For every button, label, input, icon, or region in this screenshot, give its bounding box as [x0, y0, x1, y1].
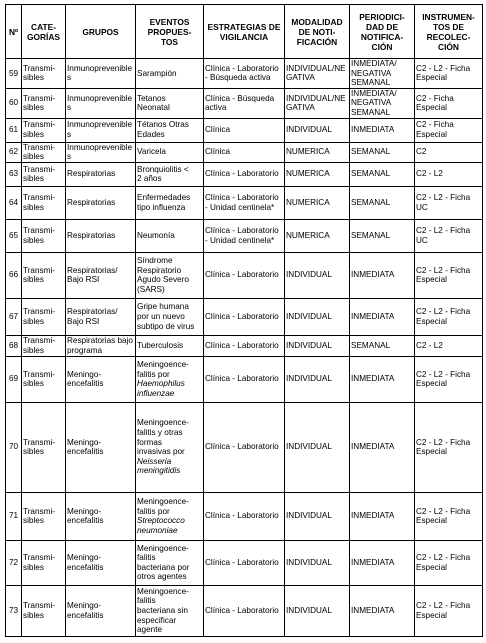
cell-modalidad: INDIVIDUAL	[285, 356, 350, 402]
cell-num: 73	[6, 585, 22, 636]
cell-modalidad: INDIVIDUAL	[285, 335, 350, 356]
cell-periodicidad: INMEDIATA	[350, 118, 415, 142]
cell-evento	[136, 298, 204, 335]
cell-estrategia: Clínica	[204, 142, 285, 162]
cell-periodicidad: SEMANAL	[350, 186, 415, 219]
header-instrumentos: INSTRUMEN- TOS DE RECOLEC- CIÓN	[415, 5, 483, 59]
evento-italic-text: Haemophilus influenzae	[137, 379, 185, 398]
cell-modalidad: INDIVIDUAL/NE GATIVA	[285, 59, 350, 89]
cell-modalidad: INDIVIDUAL/NE GATIVA	[285, 88, 350, 118]
cell-categoria: Transmi- sibles	[22, 162, 66, 186]
cell-instrumento: C2 - L2 - Ficha Especial	[415, 59, 483, 89]
cell-categoria: Transmi- sibles	[22, 142, 66, 162]
table-row	[6, 59, 483, 89]
table-row	[6, 298, 483, 335]
cell-grupo: Meningo- encefalitis	[66, 356, 136, 402]
table-row	[6, 219, 483, 252]
header-periodicidad: PERIODICI- DAD DE NOTIFICA- CIÓN	[350, 5, 415, 59]
table-row	[6, 142, 483, 162]
cell-periodicidad: INMEDIATA	[350, 356, 415, 402]
cell-estrategia: Clínica - Laboratorio	[204, 252, 285, 298]
cell-modalidad: NUMERICA	[285, 162, 350, 186]
cell-categoria: Transmi- sibles	[22, 118, 66, 142]
cell-evento	[136, 88, 204, 118]
header-row	[6, 5, 483, 59]
cell-evento	[136, 585, 204, 636]
cell-modalidad: NUMERICA	[285, 142, 350, 162]
evento-text: Meningoence- falitis bacteriana sin especificar agente	[137, 586, 189, 635]
cell-categoria: Transmi- sibles	[22, 356, 66, 402]
cell-evento	[136, 335, 204, 356]
cell-estrategia: Clínica - Laboratorio	[204, 335, 285, 356]
cell-modalidad: INDIVIDUAL	[285, 402, 350, 492]
header-eventos: EVENTOS PROPUES- TOS	[136, 5, 204, 59]
cell-evento	[136, 402, 204, 492]
cell-num: 65	[6, 219, 22, 252]
cell-estrategia: Clínica - Laboratorio	[204, 540, 285, 585]
cell-evento	[136, 356, 204, 402]
cell-num: 63	[6, 162, 22, 186]
cell-num: 66	[6, 252, 22, 298]
cell-estrategia: Clínica - Búsqueda activa	[204, 88, 285, 118]
cell-num: 72	[6, 540, 22, 585]
cell-modalidad: INDIVIDUAL	[285, 252, 350, 298]
cell-estrategia: Clínica - Laboratorio	[204, 162, 285, 186]
cell-grupo: Respiratorias bajo programa	[66, 335, 136, 356]
header-estrategias: ESTRATEGIAS DE VIGILANCIA	[204, 5, 285, 59]
cell-estrategia: Clínica - Laboratorio	[204, 585, 285, 636]
cell-instrumento: C2	[415, 142, 483, 162]
cell-instrumento: C2 - L2 - Ficha Especial	[415, 492, 483, 540]
cell-grupo: Respiratorias	[66, 162, 136, 186]
cell-modalidad: INDIVIDUAL	[285, 540, 350, 585]
cell-num: 62	[6, 142, 22, 162]
cell-evento	[136, 186, 204, 219]
cell-num: 69	[6, 356, 22, 402]
cell-categoria: Transmi- sibles	[22, 298, 66, 335]
header-grupos: GRUPOS	[66, 5, 136, 59]
cell-estrategia: Clínica - Laboratorio	[204, 298, 285, 335]
table-row	[6, 162, 483, 186]
evento-italic-text: Neisseria meningitidis	[137, 456, 181, 476]
cell-modalidad: NUMERICA	[285, 219, 350, 252]
cell-modalidad: INDIVIDUAL	[285, 118, 350, 142]
cell-grupo: Meningo- encefalitis	[66, 402, 136, 492]
evento-text: Meningoence- falitis por	[137, 360, 189, 379]
cell-categoria: Transmi- sibles	[22, 59, 66, 89]
cell-categoria: Transmi- sibles	[22, 219, 66, 252]
cell-grupo: Respiratorias/ Bajo RSI	[66, 252, 136, 298]
cell-instrumento: C2 - L2 - Ficha Especial	[415, 540, 483, 585]
cell-num: 61	[6, 118, 22, 142]
cell-num: 60	[6, 88, 22, 118]
table-body	[6, 59, 483, 637]
cell-grupo: Respiratorias	[66, 219, 136, 252]
cell-estrategia: Clínica - Laboratorio - Búsqueda activa	[204, 59, 285, 89]
cell-estrategia: Clínica - Laboratorio - Unidad centinela*	[204, 219, 285, 252]
cell-periodicidad: SEMANAL	[350, 335, 415, 356]
cell-periodicidad: SEMANAL	[350, 219, 415, 252]
cell-categoria: Transmi- sibles	[22, 492, 66, 540]
cell-modalidad: INDIVIDUAL	[285, 298, 350, 335]
cell-estrategia: Clínica - Laboratorio - Unidad centinela*	[204, 186, 285, 219]
cell-estrategia: Clínica - Laboratorio	[204, 402, 285, 492]
table-row	[6, 402, 483, 492]
table-row	[6, 585, 483, 636]
cell-instrumento: C2 - L2	[415, 335, 483, 356]
cell-categoria: Transmi- sibles	[22, 402, 66, 492]
evento-text: Meningoence- falitis bacteriana por otros agentes	[137, 543, 190, 582]
cell-instrumento: C2 - L2 - Ficha Especial	[415, 356, 483, 402]
evento-text: Sarampión	[137, 68, 177, 78]
cell-grupo: Respiratorias/ Bajo RSI	[66, 298, 136, 335]
table-row	[6, 335, 483, 356]
evento-text: Varicela	[137, 147, 166, 157]
cell-evento	[136, 118, 204, 142]
evento-text: Bronquiolitis < 2 años	[137, 164, 189, 184]
cell-categoria: Transmi- sibles	[22, 335, 66, 356]
cell-num: 59	[6, 59, 22, 89]
table-row	[6, 88, 483, 118]
table-row	[6, 252, 483, 298]
cell-categoria: Transmi- sibles	[22, 252, 66, 298]
table-row	[6, 540, 483, 585]
cell-categoria: Transmi- sibles	[22, 88, 66, 118]
evento-text: Tuberculosis	[137, 340, 184, 350]
cell-periodicidad: INMEDIATA/ NEGATIVA SEMANAL	[350, 59, 415, 89]
cell-estrategia: Clínica - Laboratorio	[204, 356, 285, 402]
cell-periodicidad: INMEDIATA	[350, 298, 415, 335]
cell-num: 71	[6, 492, 22, 540]
cell-categoria: Transmi- sibles	[22, 186, 66, 219]
cell-instrumento: C2 - L2 - Ficha UC	[415, 186, 483, 219]
cell-periodicidad: INMEDIATA	[350, 540, 415, 585]
evento-text: Meningoence- falitis y otras formas invasivas por	[137, 418, 189, 457]
cell-modalidad: INDIVIDUAL	[285, 492, 350, 540]
cell-grupo: Inmunoprevenible s	[66, 88, 136, 118]
cell-periodicidad: INMEDIATA	[350, 492, 415, 540]
cell-modalidad: INDIVIDUAL	[285, 585, 350, 636]
evento-text: Síndrome Respiratorio Agudo Severo (SARS)	[137, 256, 189, 294]
cell-estrategia: Clínica - Laboratorio	[204, 492, 285, 540]
cell-instrumento: C2 - L2 - Ficha Especial	[415, 252, 483, 298]
cell-categoria: Transmi- sibles	[22, 585, 66, 636]
cell-num: 70	[6, 402, 22, 492]
cell-num: 68	[6, 335, 22, 356]
cell-instrumento: C2 - L2 - Ficha UC	[415, 219, 483, 252]
cell-grupo: Meningo- encefalitis	[66, 540, 136, 585]
cell-instrumento: C2 - Ficha Especial	[415, 88, 483, 118]
cell-periodicidad: INMEDIATA	[350, 585, 415, 636]
cell-instrumento: C2 - Ficha Especial	[415, 118, 483, 142]
cell-evento	[136, 162, 204, 186]
table-row	[6, 186, 483, 219]
cell-grupo: Meningo- encefalitis	[66, 492, 136, 540]
cell-categoria: Transmi- sibles	[22, 540, 66, 585]
evento-text: Neumonía	[137, 230, 175, 240]
cell-instrumento: C2 - L2 - Ficha Especial	[415, 298, 483, 335]
cell-evento	[136, 252, 204, 298]
header-categorias: CATE- GORÍAS	[22, 5, 66, 59]
header-modalidad: MODALIDAD DE NOTI- FICACIÓN	[285, 5, 350, 59]
cell-instrumento: C2 - L2 - Ficha Especial	[415, 402, 483, 492]
cell-grupo: Inmunoprevenible s	[66, 59, 136, 89]
evento-italic-text: Streptococco neumoniae	[137, 516, 185, 535]
cell-evento	[136, 59, 204, 89]
table-row	[6, 118, 483, 142]
cell-periodicidad: INMEDIATA	[350, 402, 415, 492]
cell-grupo: Meningo- encefalitis	[66, 585, 136, 636]
table-row	[6, 492, 483, 540]
cell-evento	[136, 219, 204, 252]
evento-text: Tétanos Otras Edades	[137, 120, 189, 140]
evento-text: Tetanos Neonatal	[137, 93, 170, 113]
surveillance-table	[5, 4, 483, 637]
cell-num: 67	[6, 298, 22, 335]
cell-periodicidad: SEMANAL	[350, 142, 415, 162]
cell-grupo: Inmunoprevenible s	[66, 142, 136, 162]
table-row	[6, 356, 483, 402]
cell-modalidad: NUMERICA	[285, 186, 350, 219]
evento-text: Enfermedades tipo influenza	[137, 193, 191, 212]
cell-instrumento: C2 - L2	[415, 162, 483, 186]
cell-periodicidad: INMEDIATA	[350, 252, 415, 298]
cell-grupo: Respiratorias	[66, 186, 136, 219]
cell-estrategia: Clínica	[204, 118, 285, 142]
cell-grupo: Inmunoprevenible s	[66, 118, 136, 142]
cell-evento	[136, 142, 204, 162]
evento-text: Meningoence- falitis por	[137, 497, 189, 516]
cell-periodicidad: INMEDIATA/ NEGATIVA SEMANAL	[350, 88, 415, 118]
evento-text: Gripe humana por un nuevo subtipo de virus	[137, 302, 195, 331]
cell-num: 64	[6, 186, 22, 219]
cell-evento	[136, 492, 204, 540]
cell-evento	[136, 540, 204, 585]
header-num: Nº	[6, 5, 22, 59]
cell-periodicidad: SEMANAL	[350, 162, 415, 186]
cell-instrumento: C2 - L2 - Ficha Especial	[415, 585, 483, 636]
